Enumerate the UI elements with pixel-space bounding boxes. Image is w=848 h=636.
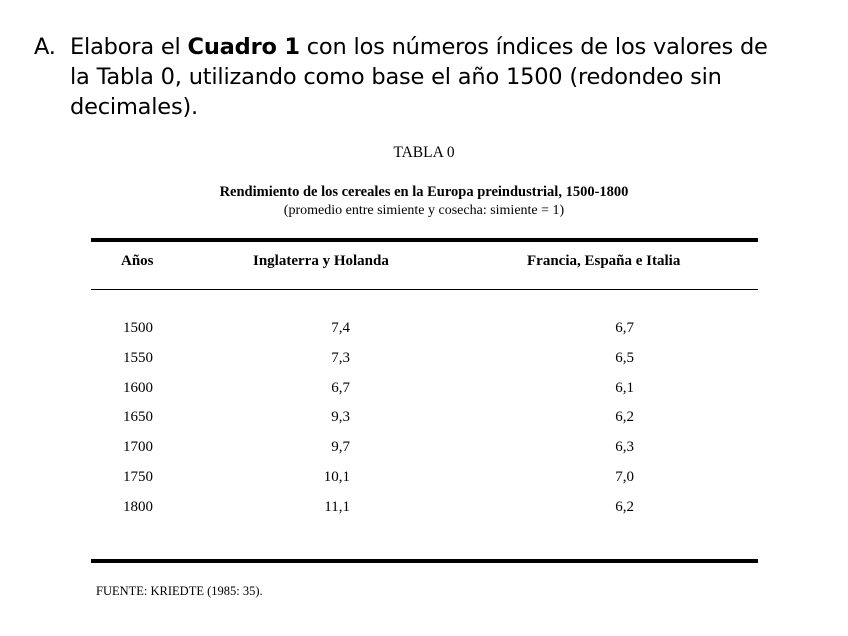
cell-year: 1600 [123,379,153,396]
instruction-pre: Elabora el [70,34,188,60]
cell-inglaterra-holanda: 7,4 [331,320,350,336]
cell-francia-espana-italia: 6,3 [615,439,634,456]
cell-francia-espana-italia: 6,2 [615,498,634,515]
cell-inglaterra-holanda: 10,1 [323,469,350,485]
cell-francia-espana-italia: 7,0 [615,469,634,485]
header-francia-espana-italia: Francia, España e Italia [527,253,681,269]
cell-year: 1650 [123,409,153,426]
table-title: Rendimiento de los cereales en la Europa preindustrial, 1500-1800 [219,184,629,200]
instruction-line-3: decimales). [70,94,198,120]
table-top-rule [91,238,758,242]
table-label: TABLA 0 [393,144,455,161]
header-years: Años [121,253,154,269]
cell-francia-espana-italia: 6,7 [615,320,634,336]
instruction-bold-term: Cuadro 1 [187,34,300,60]
cell-inglaterra-holanda: 9,3 [331,409,350,426]
exercise-instruction [34,32,824,122]
cell-inglaterra-holanda: 9,7 [331,439,350,456]
cell-inglaterra-holanda: 7,3 [331,349,350,366]
cell-year: 1550 [123,349,153,366]
instruction-line-2: la Tabla 0, utilizando como base el año 1500 (redondeo sin [70,64,722,90]
cell-francia-espana-italia: 6,5 [615,349,634,366]
header-inglaterra-holanda: Inglaterra y Holanda [253,253,389,269]
table-source: FUENTE: KRIEDTE (1985: 35). [96,584,263,598]
table-header-rule [91,289,758,290]
cell-francia-espana-italia: 6,2 [615,409,634,426]
table-subtitle: (promedio entre simiente y cosecha: simiente = 1) [283,203,565,218]
cell-year: 1700 [123,439,153,456]
cell-year: 1500 [123,320,153,336]
cell-inglaterra-holanda: 6,7 [331,379,350,396]
instruction-line1-rest: con los números índices de los valores de [299,34,768,60]
table-bottom-rule [91,559,758,563]
instruction-marker: A. [34,34,56,60]
cell-inglaterra-holanda: 11,1 [324,498,350,515]
cell-year: 1750 [123,469,153,485]
instruction-line-1 [70,32,824,62]
cell-francia-espana-italia: 6,1 [615,379,634,396]
cell-year: 1800 [123,498,153,515]
